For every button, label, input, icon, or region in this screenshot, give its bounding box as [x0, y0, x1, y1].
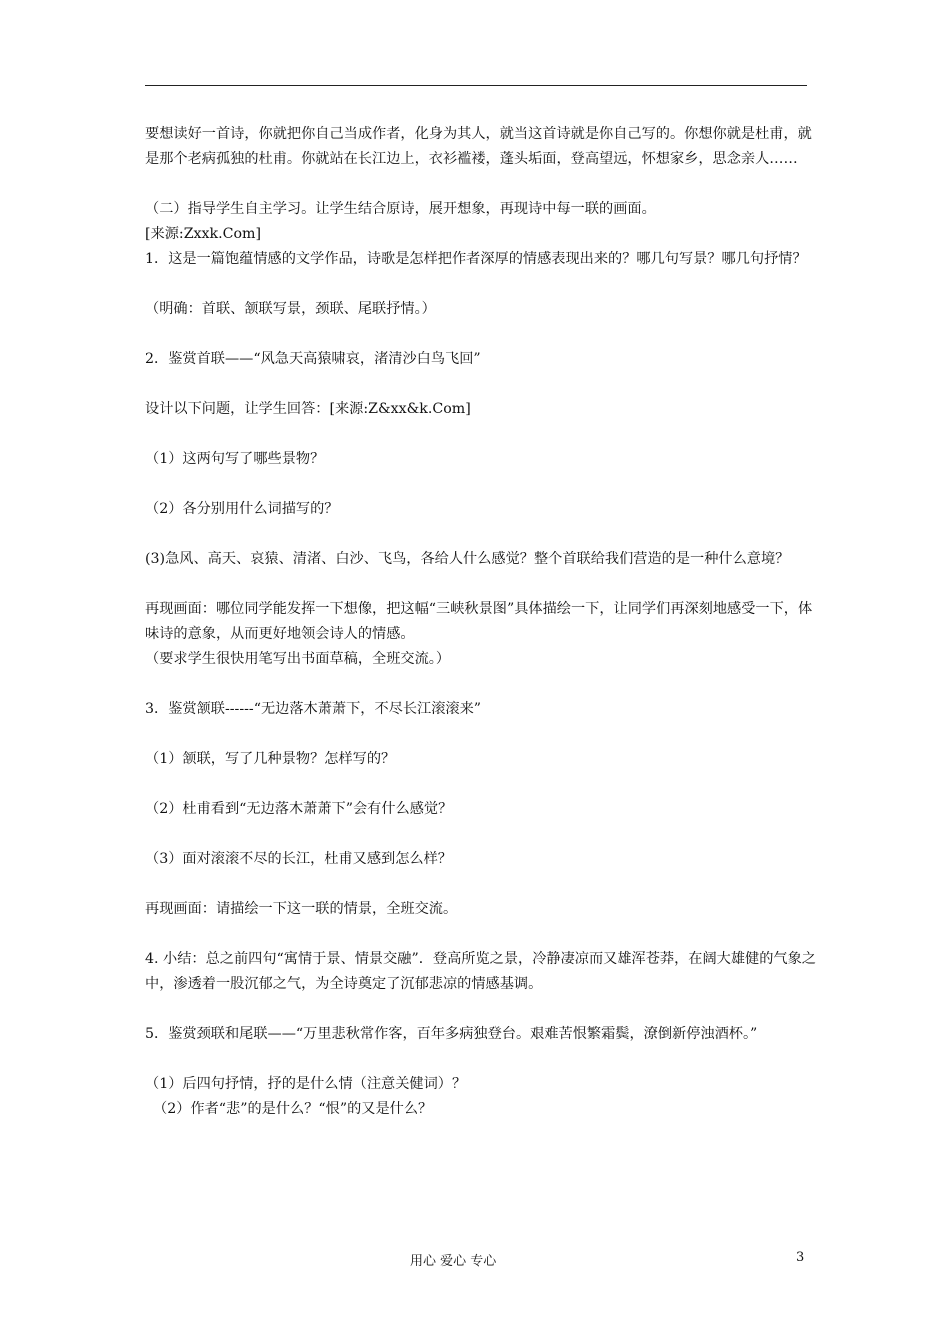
question-item: （1）后四句抒情，抒的是什么情（注意关健词）？ [145, 1076, 467, 1092]
question-item: （1）这两句写了哪些景物？ [145, 451, 325, 467]
question-item: (3)急风、高天、哀猿、清渚、白沙、飞鸟，各给人什么感觉？整个首联给我们营造的是一种什么意境？ [145, 551, 790, 567]
paragraph: 再现画面：请描绘一下这一联的情景，全班交流。 [145, 901, 458, 917]
section-heading: 2．鉴赏首联——“风急天高猿啸哀，渚清沙白鸟飞回” [145, 351, 481, 367]
question-heading: 1．这是一篇饱蕴情感的文学作品，诗歌是怎样把作者深厚的情感表现出来的？哪几句写景？哪几句抒情？ [145, 251, 807, 267]
question-item: （3）面对滚滚不尽的长江，杜甫又感到怎么样？ [145, 851, 452, 867]
question-item: （2）各分别用什么词描写的？ [145, 501, 339, 517]
section-heading: 3．鉴赏颔联------“无边落木萧萧下，不尽长江滚滚来” [145, 701, 482, 717]
paragraph: （要求学生很快用笔写出书面草稿，全班交流。） [145, 651, 451, 667]
paragraph: 再现画面：哪位同学能发挥一下想像，把这幅“三峡秋景图”具体描绘一下，让同学们再深刻地感受一下，体味诗的意象，从而更好地领会诗人的情感。 [145, 601, 813, 642]
header-rule [145, 85, 807, 86]
paragraph: （二）指导学生自主学习。让学生结合原诗，展开想象，再现诗中每一联的画面。 [145, 201, 656, 217]
summary-paragraph: 4. 小结：总之前四句“寓情于景、情景交融”．登高所览之景，冷静凄凉而又雄浑苍莽，在阔大雄健的气象之中，渗透着一股沉郁之气，为全诗奠定了沉郁悲凉的情感基调。 [145, 951, 816, 992]
paragraph: 要想读好一首诗，你就把你自己当成作者，化身为其人，就当这首诗就是你自己写的。你想你就是杜甫，就是那个老病孤独的杜甫。你就站在长江边上，衣衫褴褛，蓬头垢面，登高望远，怀想家乡，思念亲人…… [145, 126, 812, 167]
paragraph: 设计以下问题，让学生回答：[来源:Z&xx&k.Com] [145, 401, 471, 417]
question-item: （2）作者“悲”的是什么？“恨”的又是什么？ [153, 1101, 433, 1117]
document-body [145, 122, 820, 1122]
paragraph: （明确：首联、颔联写景，颈联、尾联抒情。） [145, 301, 436, 317]
section-heading: 5．鉴赏颈联和尾联——“万里悲秋常作客，百年多病独登台。艰难苦恨繁霜鬓，潦倒新停浊酒杯。” [145, 1026, 758, 1042]
page-number: 3 [796, 1250, 805, 1265]
question-item: （1）颔联，写了几种景物？怎样写的？ [145, 751, 396, 767]
question-item: （2）杜甫看到“无边落木萧萧下”会有什么感觉？ [145, 801, 453, 817]
footer-motto: 用心 爱心 专心 [410, 1254, 497, 1269]
source-note: [来源:Zxxk.Com] [145, 226, 262, 242]
